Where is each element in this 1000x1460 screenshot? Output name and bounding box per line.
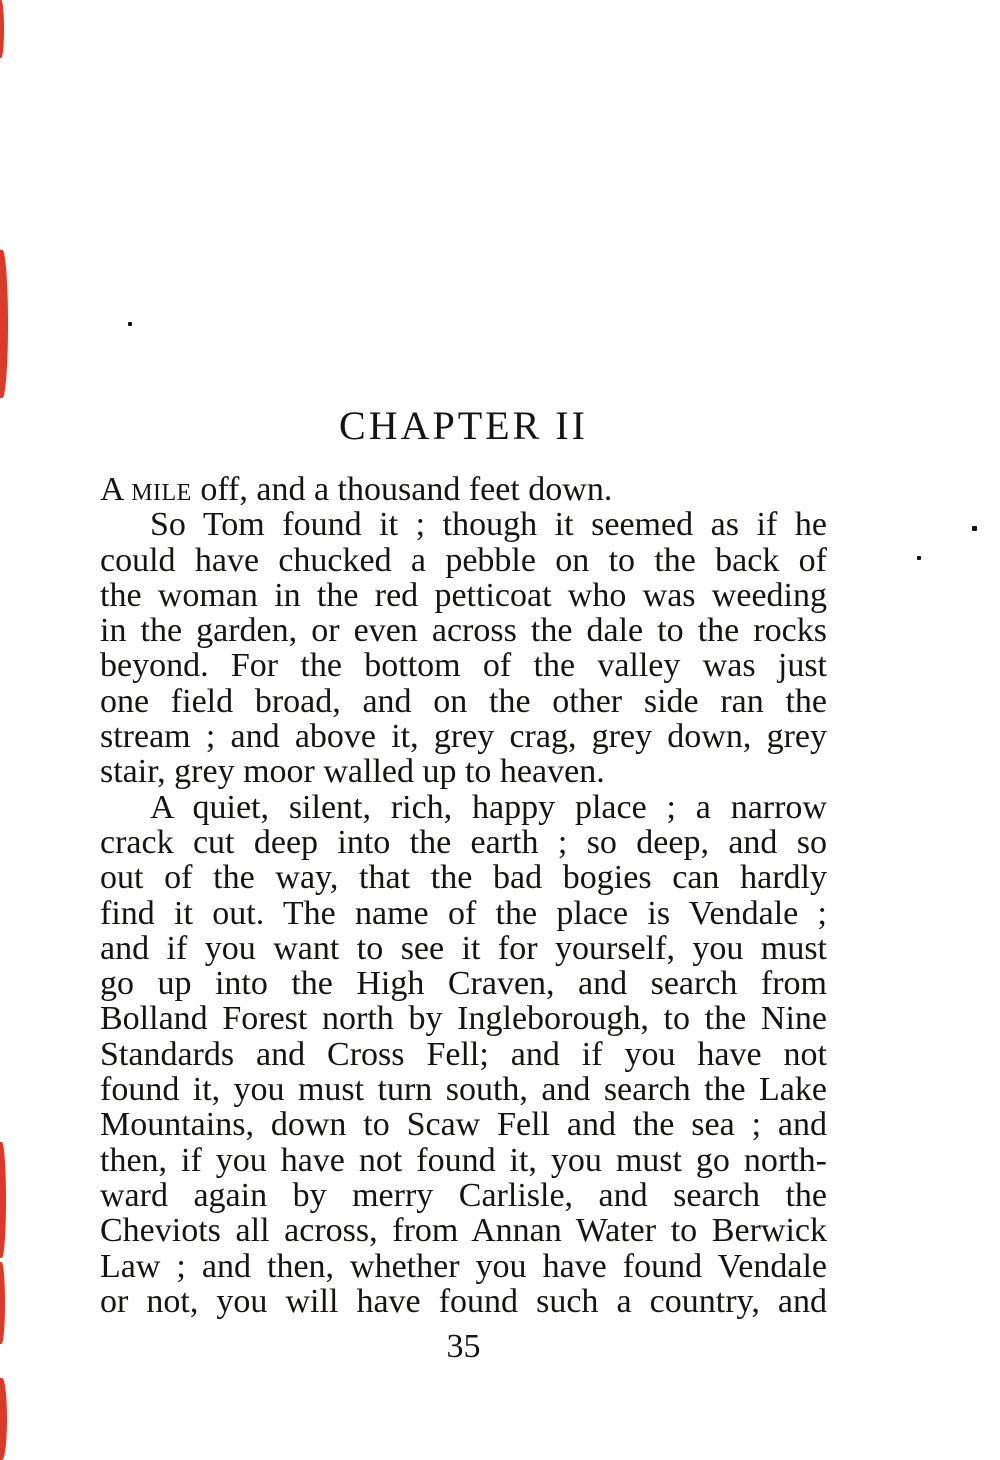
text-segment: crack cut deep into the earth ; so deep, and so [100, 823, 827, 861]
red-edge-mark [0, 1378, 7, 1460]
text-line [100, 1249, 827, 1284]
text-segment: stream ; and above it, grey crag, grey down, grey [100, 718, 827, 756]
text-segment: Law ; and then, whether you have found Vendale [100, 1247, 827, 1285]
ink-speck [917, 556, 921, 560]
text-segment: the woman in the red petticoat who was weeding [100, 576, 827, 614]
ink-speck [128, 322, 132, 326]
text-line [100, 613, 827, 648]
text-segment: A [100, 471, 132, 508]
text-segment: stair, grey moor walled up to heaven. [100, 753, 605, 791]
text-line [100, 1037, 827, 1072]
red-edge-mark [0, 1262, 5, 1344]
text-segment: find it out. The name of the place is Vendale ; [100, 894, 827, 932]
text-line [100, 1107, 827, 1142]
text-line [100, 472, 827, 507]
text-line [100, 684, 827, 719]
text-segment: A quiet, silent, rich, happy place ; a narrow [150, 788, 827, 826]
text-segment: then, if you have not found it, you must go north- [100, 1141, 827, 1179]
text-segment: and if you want to see it for yourself, you must [100, 929, 827, 967]
text-line [100, 896, 827, 931]
chapter-heading: CHAPTER II [339, 403, 588, 448]
page-number: 35 [446, 1328, 481, 1365]
text-line [100, 507, 827, 542]
text-line [100, 1284, 827, 1319]
text-line [100, 1143, 827, 1178]
text-line [100, 860, 827, 895]
text-line [100, 1001, 827, 1036]
small-caps-text: mile [131, 471, 192, 508]
text-segment: in the garden, or even across the dale to the rocks [100, 612, 827, 650]
text-line [100, 1072, 827, 1107]
text-segment: Standards and Cross Fell; and if you have not [100, 1035, 827, 1073]
body-text [100, 472, 827, 1319]
text-segment: Mountains, down to Scaw Fell and the sea ; and [100, 1106, 827, 1144]
text-segment: off, and a thousand feet down. [191, 471, 613, 508]
text-segment: could have chucked a pebble on to the back of [100, 541, 827, 579]
text-segment: So Tom found it ; though it seemed as if he [150, 506, 827, 544]
text-line [100, 825, 827, 860]
text-segment: or not, you will have found such a country, and [100, 1282, 827, 1320]
text-line [100, 578, 827, 613]
text-segment: go up into the High Craven, and search from [100, 965, 827, 1003]
text-segment: Cheviots all across, from Annan Water to Berwick [100, 1212, 827, 1250]
text-line [100, 1213, 827, 1248]
text-segment: one field broad, and on the other side ran the [100, 682, 827, 720]
red-edge-mark [0, 0, 4, 58]
text-line [100, 648, 827, 683]
text-line [100, 754, 827, 789]
text-segment: out of the way, that the bad bogies can hardly [100, 859, 827, 897]
text-line [100, 790, 827, 825]
text-segment: beyond. For the bottom of the valley was just [100, 647, 827, 685]
text-segment: Bolland Forest north by Ingleborough, to the Nine [100, 1000, 827, 1038]
text-line [100, 1178, 827, 1213]
text-segment: found it, you must turn south, and search the Lake [100, 1071, 827, 1109]
text-line [100, 966, 827, 1001]
red-edge-mark [0, 1142, 6, 1258]
text-line [100, 719, 827, 754]
text-segment: ward again by merry Carlisle, and search the [100, 1176, 827, 1214]
red-edge-mark [0, 250, 8, 398]
text-line [100, 931, 827, 966]
text-line [100, 543, 827, 578]
ink-speck [972, 526, 977, 531]
